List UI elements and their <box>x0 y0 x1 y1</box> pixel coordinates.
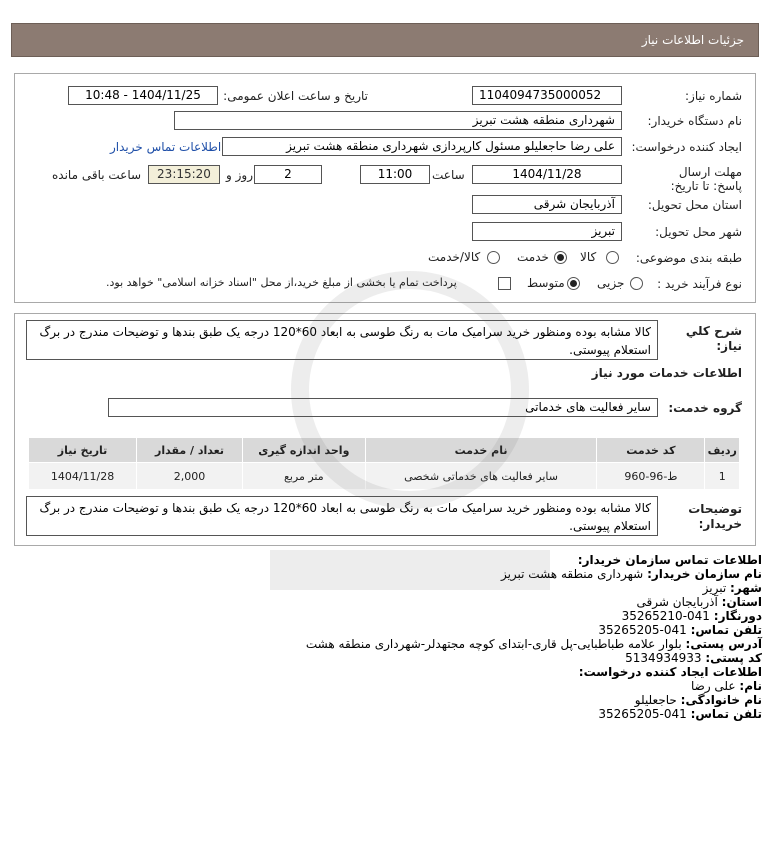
contact-province: استان: آذربایجان شرقی <box>636 595 762 609</box>
description-label: شرح کلي نياز: <box>685 324 742 353</box>
buyer-contact-link[interactable]: اطلاعات تماس خریدار <box>110 140 222 154</box>
announce-datetime-field[interactable]: 1404/11/25 - 10:48 <box>68 86 218 105</box>
contact-org: نام سازمان خریدار: شهرداری منطقه هشت تبریز <box>500 567 762 581</box>
delivery-city-field[interactable]: تبریز <box>472 222 622 241</box>
need-info-panel <box>14 73 756 303</box>
creator-name: نام: علی رضا <box>690 679 762 693</box>
creator-title: اطلاعات ایجاد کننده درخواست: <box>578 665 762 679</box>
creator-family: نام خانوادگی: حاجعلیلو <box>634 693 762 707</box>
category-label: طبقه بندی موضوعی: <box>635 251 742 265</box>
announce-datetime-label: تاریخ و ساعت اعلان عمومی: <box>223 89 368 103</box>
delivery-province-label: استان محل تحویل: <box>647 198 742 212</box>
need-number-label: شماره نیاز: <box>685 89 742 103</box>
delivery-city-label: شهر محل تحویل: <box>655 225 742 239</box>
deadline-time-field[interactable]: 11:00 <box>360 165 430 184</box>
remaining-time-field: 23:15:20 <box>148 165 220 184</box>
cell-unit: متر مربع <box>242 463 365 490</box>
services-section-title: اطلاعات خدمات مورد نیاز <box>591 366 742 380</box>
category-option-service: خدمت <box>517 250 549 264</box>
buyer-notes-label: توضیحات خریدار: <box>688 502 742 531</box>
delivery-province-field[interactable]: آذربایجان شرقی <box>472 195 622 214</box>
process-option-medium: متوسط <box>527 276 565 290</box>
need-number-field[interactable]: 1104094735000052 <box>472 86 622 105</box>
col-service-code: کد خدمت <box>597 438 705 463</box>
process-option-minor: جزیی <box>597 276 625 290</box>
category-radio-goods[interactable] <box>606 251 619 264</box>
service-group-field[interactable]: سایر فعالیت های خدماتی <box>108 398 658 417</box>
col-row-number: ردیف <box>705 438 740 463</box>
buyer-org-label: نام دستگاه خریدار: <box>647 114 742 128</box>
cell-service-code: ط-96-960 <box>597 463 705 490</box>
process-radio-minor[interactable] <box>630 277 643 290</box>
treasury-checkbox[interactable] <box>498 277 511 290</box>
buyer-org-field[interactable]: شهرداری منطقه هشت تبریز <box>174 111 622 130</box>
category-radio-service[interactable] <box>554 251 567 264</box>
col-unit: واحد اندازه گیری <box>242 438 365 463</box>
treasury-text: پرداخت تمام یا بخشی از مبلغ خرید،از محل "اسناد خزانه اسلامی" خواهد بود. <box>106 276 457 289</box>
request-creator-field[interactable]: علی رضا حاجعلیلو مسئول کارپردازی شهرداری منطقه هشت تبریز <box>222 137 622 156</box>
col-need-date: تاریخ نیاز <box>29 438 137 463</box>
category-radio-goods-service[interactable] <box>487 251 500 264</box>
request-creator-label: ایجاد کننده درخواست: <box>631 140 742 154</box>
deadline-label: مهلت ارسال پاسخ: تا تاریخ: <box>670 165 742 193</box>
table-row[interactable] <box>29 463 740 490</box>
process-type-label: نوع فرآیند خرید : <box>657 277 742 291</box>
creator-phone: تلفن تماس: 041-35265205 <box>598 707 762 721</box>
description-text: کالا مشابه بوده ومنظور خرید سرامیک مات به رنگ طوسی به ابعاد 60*120 درجه یک طبق بندها و توضیحات مندرج در برگ استعلام پیوستی. <box>26 320 658 360</box>
table-header-row <box>29 438 740 463</box>
services-table <box>28 437 740 490</box>
col-quantity: تعداد / مقدار <box>137 438 243 463</box>
page-title: جزئیات اطلاعات نیاز <box>641 33 744 47</box>
contact-fax: دورنگار: 041-35265210 <box>621 609 762 623</box>
remaining-days-field: 2 <box>254 165 322 184</box>
service-group-label: گروه خدمت: <box>668 401 742 415</box>
contact-city: شهر: تبریز <box>702 581 762 595</box>
buyer-notes-text: کالا مشابه بوده ومنظور خرید سرامیک مات به رنگ طوسی به ابعاد 60*120 درجه یک طبق بندها و توضیحات مندرج در برگ استعلام پیوستی. <box>26 496 658 536</box>
remaining-time-label: ساعت باقی مانده <box>52 168 142 182</box>
contact-title: اطلاعات تماس سازمان خریدار: <box>577 553 762 567</box>
category-option-goods: کالا <box>580 250 597 264</box>
contact-info <box>62 553 762 721</box>
page-header <box>11 23 759 57</box>
col-service-name: نام خدمت <box>365 438 597 463</box>
contact-postal-code: کد پستی: 5134934933 <box>625 651 762 665</box>
cell-service-name: سایر فعالیت های خدماتی شخصی <box>365 463 597 490</box>
category-option-goods-service: کالا/خدمت <box>428 250 481 264</box>
cell-row-number: 1 <box>705 463 740 490</box>
process-radio-medium[interactable] <box>567 277 580 290</box>
contact-address: آدرس پستی: بلوار علامه طباطبایی-پل قاری-ابتدای کوچه مجتهدلر-شهرداری منطقه هشت <box>305 637 762 651</box>
cell-quantity: 2,000 <box>137 463 243 490</box>
deadline-date-field[interactable]: 1404/11/28 <box>472 165 622 184</box>
remaining-days-label: روز و <box>226 168 253 182</box>
deadline-time-label: ساعت <box>432 168 465 182</box>
contact-phone: تلفن تماس: 041-35265205 <box>598 623 762 637</box>
cell-need-date: 1404/11/28 <box>29 463 137 490</box>
